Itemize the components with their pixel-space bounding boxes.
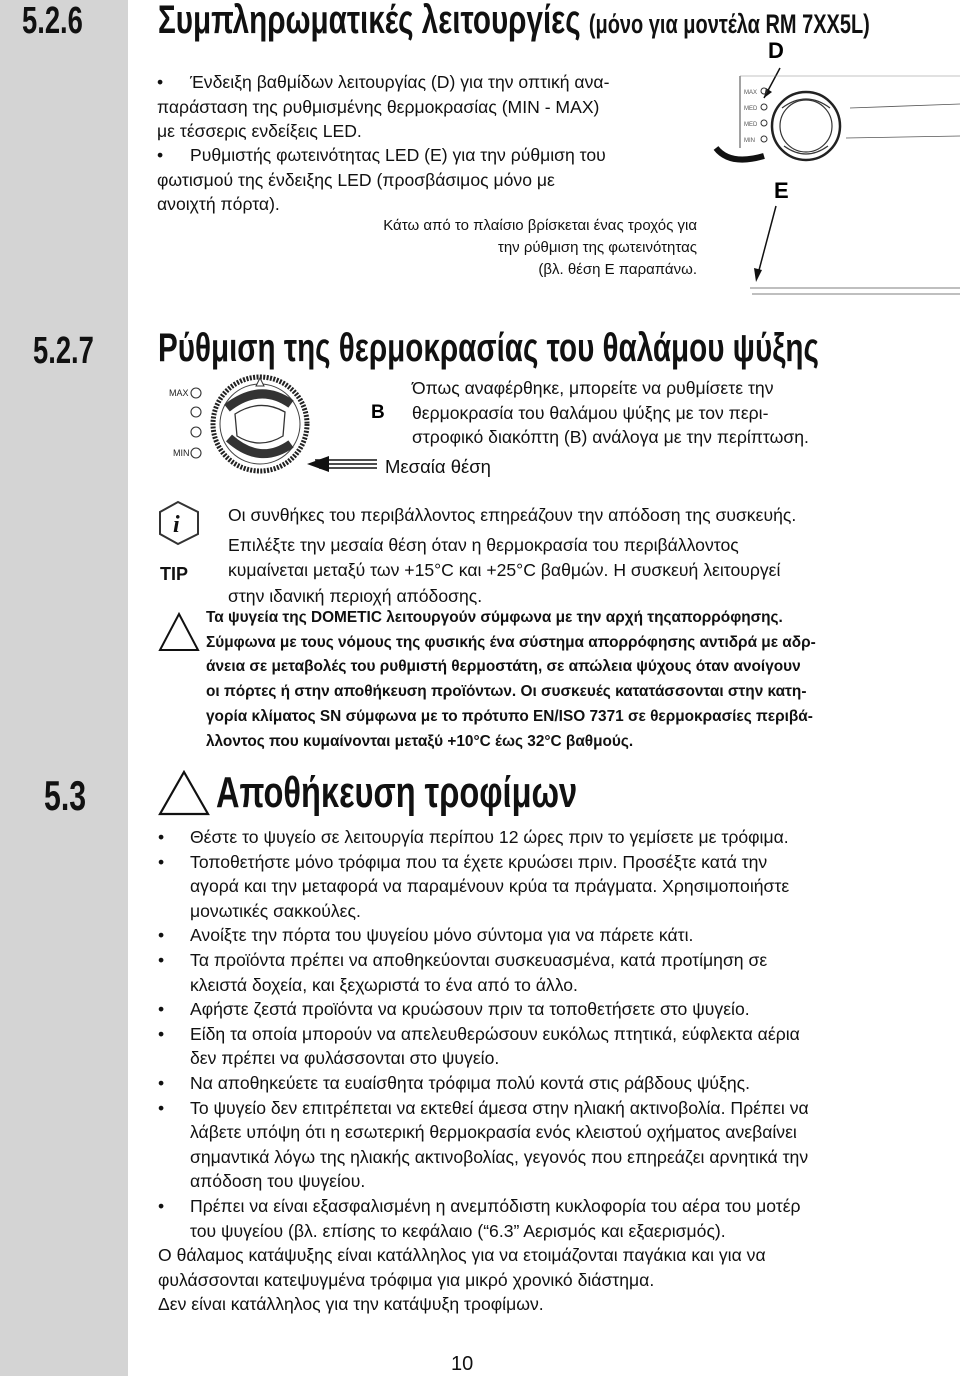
tip-line: Οι συνθήκες του περιβάλλοντος επηρεάζουν την απόδοση της συσκευής. <box>228 505 797 525</box>
thermostat-description <box>412 376 809 450</box>
list-item: • Τοποθετήστε μόνο τρόφιμα που τα έχετε κρυώσει πριν. Προσέξτε κατά την αγορά και την μεταφορά να παραμένουν κρύα τα πράγματα. Χρησιμοποιήστε μονωτικές σακκούλες. <box>190 850 809 924</box>
list-item: • Το ψυγείο δεν επιτρέπεται να εκτεθεί άμεσα στην ηλιακή ακτινοβολία. Πρέπει να λάβετε υπόψη ότι η εσωτερική θερμοκρασία ενός κλειστού οχήματος ανεβαίνει σημαντικά λόγω της ηλιακής ακτινοβολίας, γεγονός που επηρεάζει αρνητικά την απόδοση του ψυγείου. <box>190 1096 809 1194</box>
paragraph-line: φυλάσσονται κατεψυγμένα τρόφιμα για μικρό χρονικό διάστημα. <box>158 1269 655 1290</box>
label-b: B <box>371 402 385 423</box>
remark-line: (βλ. θέση E παραπάνω. <box>538 261 697 278</box>
tip-line: Επιλέξτε την μεσαία θέση όταν η θερμοκρασία του περιβάλλοντος <box>228 534 739 555</box>
led-panel-illustration <box>700 38 960 308</box>
svg-text:MAX: MAX <box>744 90 758 96</box>
tip-info-icon <box>158 500 204 584</box>
warning-line: λλοντος που κυμαίνονται μεταξύ +10°C έως 32°C βαθμούς. <box>206 732 634 750</box>
pointer-line-e <box>758 206 776 274</box>
warning-triangle-icon <box>158 770 210 816</box>
list-item-line: δεν πρέπει να φυλάσσονται στο ψυγείο. <box>190 1048 500 1069</box>
list-item-line: μονωτικές σακκούλες. <box>190 900 361 921</box>
list-item-line: κλειστά δοχεία, και ξεχωριστά το ένα από το άλλο. <box>190 974 578 995</box>
bullet-led-dimmer: • Ρυθμιστής φωτεινότητας LED (E) για την ρύθμιση του φωτισμού της ένδειξης LED (προσβάσιμος μόνο με ανοιχτή πόρτα). <box>190 143 606 217</box>
list-item-line: Αφήστε ζεστά προϊόντα να κρυώσουν πριν τα τοποθετήσετε στο ψυγείο. <box>190 999 750 1020</box>
list-item-line: απόδοση του ψυγείου. <box>190 1171 366 1192</box>
grey-sidebar <box>0 0 128 1376</box>
section-title-text: Συμπληρωματικές λειτουργίες <box>158 0 581 42</box>
list-item-line: Είδη τα οποία μπορούν να απελευθερώσουν ευκόλως πτητικά, εύφλεκτα αέρια <box>190 1023 800 1044</box>
desc-line: θερμοκρασία του θαλάμου ψύξης με τον περι- <box>412 402 769 423</box>
dial-d <box>772 92 840 160</box>
bullet-line: ανοιχτή πόρτα). <box>157 194 280 215</box>
tip-label: TIP <box>160 564 189 584</box>
bullet-line: Ένδειξη βαθμίδων λειτουργίας (D) για την οπτική ανα- <box>190 72 610 92</box>
list-item-line: σημαντικά λόγω της ηλιακής ακτινοβολίας, γεγονός που επηρεάζει αρνητικά την <box>190 1146 809 1167</box>
svg-text:MIN: MIN <box>744 138 755 144</box>
bullet-line: παράσταση της ρυθμισμένης θερμοκρασίας (MIN - MAX) <box>157 96 600 117</box>
label-e: E <box>774 178 789 203</box>
list-item-line: Τα προϊόντα πρέπει να αποθηκεύονται συσκευασμένα, κατά προτίμηση σε <box>190 949 768 970</box>
svg-text:MED: MED <box>744 122 758 128</box>
list-item-line: αγορά και την μεταφορά να παραμένουν κρύα τα πράγματα. Χρησιμοποιήστε <box>190 876 790 897</box>
remark-line: την ρύθμιση της φωτεινότητας <box>497 239 697 256</box>
warning-triangle-icon <box>158 612 200 652</box>
list-item: • Ανοίξτε την πόρτα του ψυγείου μόνο σύντομα για να πάρετε κάτι. <box>190 923 809 948</box>
section-number-5-3: 5.3 <box>44 772 87 819</box>
list-item: • Να αποθηκεύετε τα ευαίσθητα τρόφιμα πολύ κοντά στις ράβδους ψύξης. <box>190 1071 809 1096</box>
list-item: • Αφήστε ζεστά προϊόντα να κρυώσουν πριν τα τοποθετήσετε στο ψυγείο. <box>190 997 809 1022</box>
section-title-5-2-7: Ρύθμιση της θερμοκρασίας του θαλάμου ψύξης <box>158 326 819 370</box>
storage-bullet-list <box>158 825 809 1317</box>
section-number-5-2-7: 5.2.7 <box>33 330 94 372</box>
warning-line: γορία κλίματος SN σύμφωνα με το πρότυπο EN/ISO 7371 σε θερμοκρασίες περιβά- <box>206 707 813 725</box>
bullet-led-indicator: • Ένδειξη βαθμίδων λειτουργίας (D) για την οπτική ανα- παράσταση της ρυθμισμένης θερμοκρασίας (MIN - MAX) με τέσσερις ενδείξεις LED. <box>190 70 609 144</box>
section-title-5-3: Αποθήκευση τροφίμων <box>216 768 578 817</box>
svg-text:i: i <box>173 512 180 538</box>
list-item-line: Τοποθετήστε μόνο τρόφιμα που τα έχετε κρυώσει πριν. Προσέξτε κατά την <box>190 851 768 872</box>
middle-position-label: Μεσαία θέση <box>385 456 491 477</box>
paragraph-line: Ο θάλαμος κατάψυξης είναι κατάλληλος για να ετοιμάζονται παγάκια και για να <box>158 1245 766 1266</box>
warning-line: Τα ψυγεία της DOMETIC λειτουργούν σύμφωνα με την αρχή τηςαπορρόφησης. <box>206 609 783 626</box>
list-item: • Πρέπει να είναι εξασφαλισμένη η ανεμπόδιστη κυκλοφορία του αέρα του μοτέρ του ψυγείου (βλ. επίσης το κεφάλαιο (“6.3” Αερισμός και εξαερισμός). <box>190 1194 809 1243</box>
paragraph-line: Δεν είναι κατάλληλος για την κατάψυξη τροφίμων. <box>158 1294 544 1315</box>
page-number: 10 <box>451 1353 474 1375</box>
bullet-line: με τέσσερις ενδείξεις LED. <box>157 121 362 142</box>
desc-line: στροφικό διακόπτη (B) ανάλογα με την περίπτωση. <box>412 427 809 447</box>
remark-brightness-wheel <box>383 215 697 281</box>
max-label: MAX <box>169 388 189 398</box>
tip-line: κυμαίνεται μεταξύ των +15°C και +25°C βαθμών. Η συσκευή λειτουργεί <box>228 560 781 580</box>
warning-line: Σύμφωνα με τους νόμους της φυσικής ένα σύστημα απορρόφησης αντιδρά με αδρ- <box>206 633 816 651</box>
svg-text:MED: MED <box>744 106 758 112</box>
tip-text <box>228 503 796 609</box>
list-item-line: Πρέπει να είναι εξασφαλισμένη η ανεμπόδιστη κυκλοφορία του αέρα του μοτέρ <box>190 1195 801 1216</box>
section-title-5-2-6 <box>158 0 870 43</box>
min-label: MIN <box>173 448 190 458</box>
warning-line: οι πόρτες ή στην αποθήκευση προϊόντων. Οι συσκευές κατατάσσονται στην κατη- <box>206 683 807 701</box>
list-item-line: του ψυγείου (βλ. επίσης το κεφάλαιο (“6.3” Αερισμός και εξαερισμός). <box>190 1220 726 1241</box>
list-item-line: Το ψυγείο δεν επιτρέπεται να εκτεθεί άμεσα στην ηλιακή ακτινοβολία. Πρέπει να <box>190 1097 809 1118</box>
dometic-warning <box>206 606 816 754</box>
remark-line: Κάτω από το πλαίσιο βρίσκεται ένας τροχός για <box>383 217 697 234</box>
list-item: • Τα προϊόντα πρέπει να αποθηκεύονται συσκευασμένα, κατά προτίμηση σε κλειστά δοχεία, και ξεχωριστά το ένα από το άλλο. <box>190 948 809 997</box>
bullet-line: φωτισμού της ένδειξης LED (προσβάσιμος μόνο με <box>157 169 555 190</box>
list-item: • Θέστε το ψυγείο σε λειτουργία περίπου 12 ώρες πριν το γεμίσετε με τρόφιμα. <box>190 825 809 850</box>
freezer-paragraph <box>158 1243 809 1317</box>
list-item-line: λάβετε υπόψη ότι η εσωτερική θερμοκρασία ενός κλειστού οχήματος ανεβαίνει <box>190 1122 797 1143</box>
section-number-5-2-6: 5.2.6 <box>22 0 83 42</box>
list-item: • Είδη τα οποία μπορούν να απελευθερώσουν ευκόλως πτητικά, εύφλεκτα αέρια δεν πρέπει να φυλάσσονται στο ψυγείο. <box>190 1022 809 1071</box>
warning-line: άνεια σε μεταβολές του ρυθμιστή θερμοστάτη, σε απώλεια ψύχους όταν ανοίγουν <box>206 658 801 676</box>
list-item-line: Ανοίξτε την πόρτα του ψυγείου μόνο σύντομα για να πάρετε κάτι. <box>190 925 694 946</box>
list-item-line: Να αποθηκεύετε τα ευαίσθητα τρόφιμα πολύ κοντά στις ράβδους ψύξης. <box>190 1072 751 1093</box>
brightness-wheel <box>716 148 764 160</box>
section-subtitle: (μόνο για μοντέλα RM 7XX5L) <box>588 9 870 39</box>
desc-line: Όπως αναφέρθηκε, μπορείτε να ρυθμίσετε την <box>412 378 774 398</box>
tip-line: στην ιδανική περιοχή απόδοσης. <box>228 585 483 606</box>
label-d: D <box>768 38 784 63</box>
bullet-line: Ρυθμιστής φωτεινότητας LED (E) για την ρύθμιση του <box>190 145 606 165</box>
list-item-line: Θέστε το ψυγείο σε λειτουργία περίπου 12 ώρες πριν το γεμίσετε με τρόφιμα. <box>190 827 789 847</box>
